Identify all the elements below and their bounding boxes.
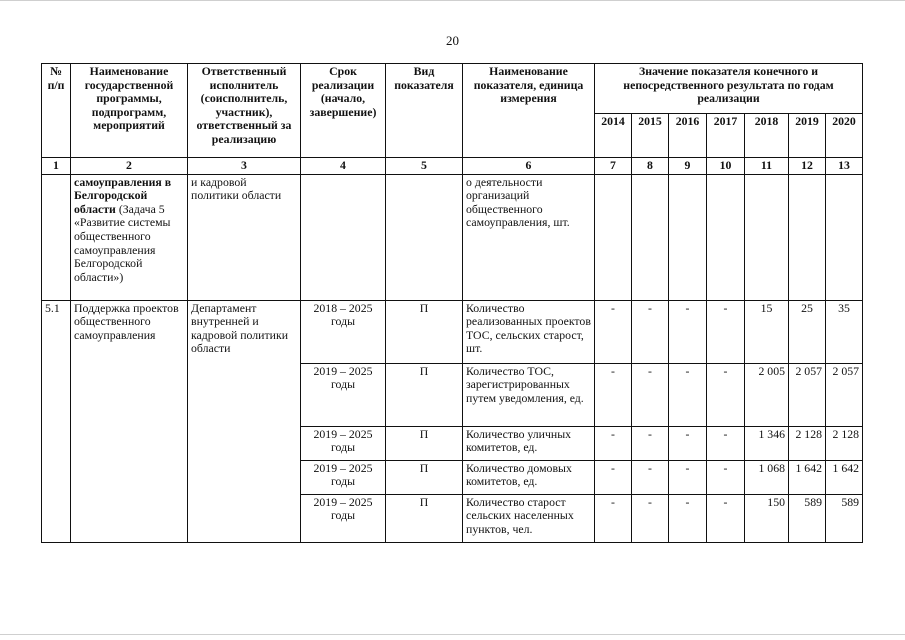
continuation-program-name-bold: самоуправления в Белгородской области <box>74 174 172 216</box>
header-period: Срок реализации (начало, завершение) <box>301 64 386 158</box>
row-period: 2019 – 2025 годы <box>301 426 386 460</box>
column-number: 11 <box>745 158 789 175</box>
row-value: - <box>707 300 745 363</box>
header-year: 2018 <box>745 114 789 158</box>
row-value: 2 005 <box>745 363 789 426</box>
row-value: 589 <box>826 494 863 542</box>
scan-edge-top <box>0 0 905 1</box>
row-period: 2019 – 2025 годы <box>301 363 386 426</box>
row-value: - <box>632 363 669 426</box>
scan-edge-bottom <box>0 634 905 635</box>
row-value: 1 068 <box>745 460 789 494</box>
item-executor: Департамент внутренней и кадровой политики области <box>188 300 301 542</box>
row-value: - <box>707 460 745 494</box>
header-values-group: Значение показателя конечного и непосредственного результата по годам реализации <box>595 64 863 114</box>
row-type: П <box>386 300 463 363</box>
column-number: 12 <box>789 158 826 175</box>
row-indicator: Количество старост сельских населенных пунктов, чел. <box>463 494 595 542</box>
row-value: - <box>669 300 707 363</box>
item-name: Поддержка проектов общественного самоуправления <box>71 300 188 542</box>
row-value: 2 128 <box>826 426 863 460</box>
row-value: 35 <box>826 300 863 363</box>
row-value: 1 642 <box>826 460 863 494</box>
column-number: 7 <box>595 158 632 175</box>
header-program-name: Наименование государственной программы, подпрограмм, мероприятий <box>71 64 188 158</box>
row-type: П <box>386 426 463 460</box>
column-number: 6 <box>463 158 595 175</box>
column-number: 13 <box>826 158 863 175</box>
row-indicator: Количество домовых комитетов, ед. <box>463 460 595 494</box>
page-number: 20 <box>446 33 459 48</box>
column-number: 9 <box>669 158 707 175</box>
header-year: 2017 <box>707 114 745 158</box>
table-row <box>42 300 863 363</box>
row-value: 1 346 <box>745 426 789 460</box>
column-number: 8 <box>632 158 669 175</box>
row-value: - <box>595 460 632 494</box>
column-number: 3 <box>188 158 301 175</box>
header-year: 2020 <box>826 114 863 158</box>
row-value: 2 057 <box>789 363 826 426</box>
row-value: - <box>707 494 745 542</box>
row-value: - <box>632 460 669 494</box>
row-period: 2018 – 2025 годы <box>301 300 386 363</box>
column-number: 10 <box>707 158 745 175</box>
row-period: 2019 – 2025 годы <box>301 494 386 542</box>
row-period: 2019 – 2025 годы <box>301 460 386 494</box>
row-value: 150 <box>745 494 789 542</box>
header-year: 2014 <box>595 114 632 158</box>
row-value: - <box>669 363 707 426</box>
header-year: 2015 <box>632 114 669 158</box>
row-value: 25 <box>789 300 826 363</box>
item-number: 5.1 <box>42 300 71 542</box>
row-value: - <box>632 494 669 542</box>
header-year: 2019 <box>789 114 826 158</box>
row-type: П <box>386 460 463 494</box>
row-indicator: Количество ТОС, зарегистрированных путем уведомления, ед. <box>463 363 595 426</box>
indicator-table <box>41 63 863 543</box>
row-value: - <box>595 363 632 426</box>
row-value: - <box>707 426 745 460</box>
header-executor: Ответственный исполнитель (соисполнитель, участник), ответственный за реализацию <box>188 64 301 158</box>
header-number: № п/п <box>42 64 71 158</box>
row-value: - <box>669 494 707 542</box>
row-value: - <box>707 363 745 426</box>
continuation-program-name-rest: (Задача 5 «Развитие системы общественного самоуправления Белгородской области») <box>74 201 171 284</box>
row-value: 15 <box>745 300 789 363</box>
row-value: - <box>595 494 632 542</box>
header-indicator-type: Вид показателя <box>386 64 463 158</box>
column-number: 1 <box>42 158 71 175</box>
header-year: 2016 <box>669 114 707 158</box>
header-indicator-name: Наименование показателя, единица измерения <box>463 64 595 158</box>
row-indicator: Количество уличных комитетов, ед. <box>463 426 595 460</box>
row-value: - <box>632 300 669 363</box>
row-value: - <box>669 460 707 494</box>
continuation-indicator: о деятельности организаций общественного самоуправления, шт. <box>463 174 595 300</box>
row-value: - <box>669 426 707 460</box>
continuation-executor: и кадровой политики области <box>188 174 301 300</box>
row-value: 1 642 <box>789 460 826 494</box>
row-value: 2 057 <box>826 363 863 426</box>
row-indicator: Количество реализованных проектов ТОС, сельских старост, шт. <box>463 300 595 363</box>
row-value: - <box>595 426 632 460</box>
row-type: П <box>386 494 463 542</box>
row-type: П <box>386 363 463 426</box>
column-number: 2 <box>71 158 188 175</box>
row-value: - <box>632 426 669 460</box>
row-value: 589 <box>789 494 826 542</box>
column-number: 4 <box>301 158 386 175</box>
row-value: - <box>595 300 632 363</box>
continuation-program-name <box>71 174 188 300</box>
column-number-row <box>42 158 863 175</box>
row-value: 2 128 <box>789 426 826 460</box>
column-number: 5 <box>386 158 463 175</box>
continuation-row <box>42 174 863 300</box>
